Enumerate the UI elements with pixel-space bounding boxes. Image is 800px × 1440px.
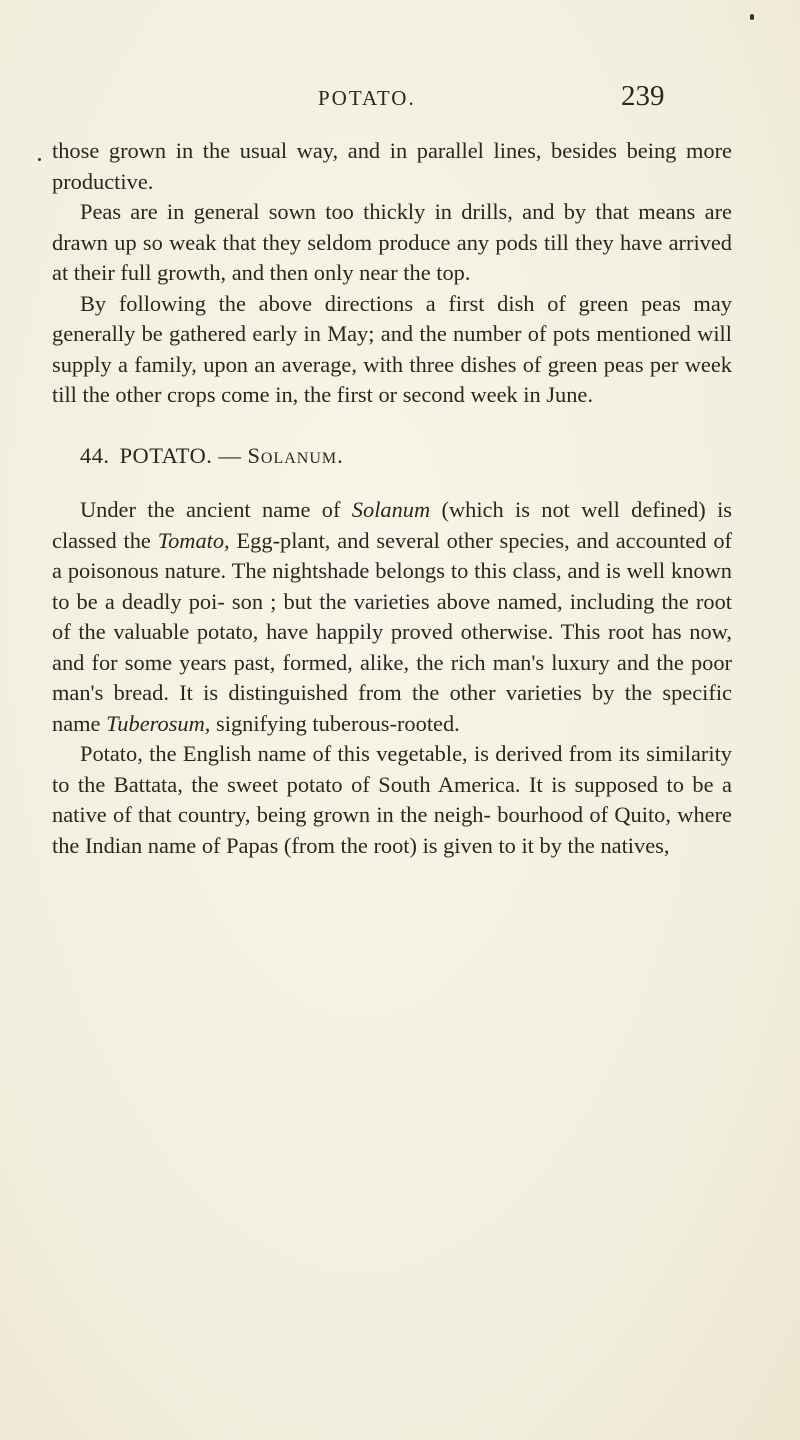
page-number: 239 — [621, 80, 665, 112]
section-subtitle: Solanum. — [247, 442, 344, 468]
italic-term-tuberosum: Tuberosum, — [106, 710, 211, 736]
section-heading — [52, 441, 732, 472]
running-head — [0, 80, 800, 114]
section-title: POTATO. — [119, 442, 213, 468]
paragraph-peas-sowing: Peas are in general sown too thickly in drills, and by that means are drawn up so weak that they seldom produce any pods till they have arrived at their full growth, and then only near the top. — [52, 199, 732, 285]
print-speck — [38, 158, 41, 161]
text-run: (which is not well defined) is classed the — [52, 497, 732, 553]
text-run: Under the ancient name of — [80, 497, 352, 522]
paragraph-solanum — [52, 495, 732, 739]
text-run: Egg-plant, and several other species, and accounted of a poisonous nature. The nightshade belongs to this class, and is well known to be a deadly poi- son ; but the varieties above named, including the root of the valuable potato, have happily proved otherwise. This root has now, and for some years past, formed, alike, the rich man's luxury and the poor man's bread. It is distinguished from the other varieties by the specific name — [52, 527, 732, 736]
print-speck — [750, 14, 754, 20]
italic-term-solanum: Solanum — [351, 497, 431, 522]
section-number: 44. — [80, 442, 110, 468]
paragraph-potato-origin: Potato, the English name of this vegetable, is derived from its similarity to the Battata, the sweet potato of South America. It is supposed to be a native of that country, being grown in the neigh- bourhood of Quito, where the Indian name of Papas (from the root) is given to it by the natives, — [52, 741, 732, 858]
italic-term-tomato: Tomato, — [157, 527, 230, 553]
paragraph-continued: those grown in the usual way, and in parallel lines, besides being more productive. — [52, 138, 732, 194]
body-text — [52, 136, 732, 861]
section-dash: — — [218, 442, 242, 468]
running-title: POTATO. — [318, 86, 416, 110]
text-run: signifying tuberous-rooted. — [210, 710, 460, 736]
paragraph-peas-yield: By following the above directions a first dish of green peas may generally be gathered early in May; and the number of pots mentioned will supply a family, upon an average, with three dishes of green peas per week till the other crops come in, the first or second week in June. — [52, 290, 732, 407]
